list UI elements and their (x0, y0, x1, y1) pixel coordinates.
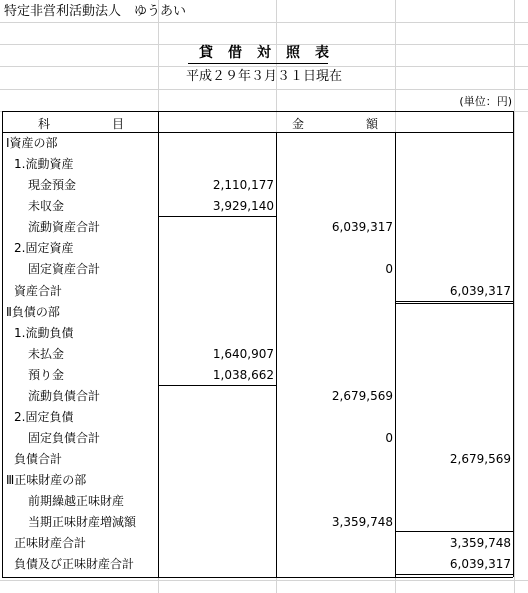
amount-total: 6,039,317 (449, 557, 511, 571)
amount-detail: 1,038,662 (212, 368, 274, 382)
as-of-date: 平成２９年３月３１日現在 (185, 69, 342, 84)
row-label: 当期正味財産増減額 (28, 515, 137, 529)
header-subject-left: 科 (38, 117, 51, 131)
row-label: Ⅲ正味財産の部 (6, 473, 87, 487)
amount-total: 6,039,317 (449, 284, 511, 298)
total-rule (395, 303, 513, 304)
header-amount-right: 額 (366, 117, 379, 131)
row-label: Ⅱ負債の部 (6, 305, 60, 319)
row-label: 2.固定資産 (14, 241, 74, 255)
amount-detail: 1,640,907 (212, 347, 274, 361)
document-title: 貸借対照表 (199, 45, 344, 61)
header-amount-left: 金 (292, 117, 305, 131)
row-label: 預り金 (28, 368, 65, 382)
organization-name: 特定非営利活動法人 ゆうあい (4, 4, 187, 19)
subtotal-rule (158, 216, 276, 217)
row-label: 固定負債合計 (28, 431, 101, 445)
amount-subtotal: 2,679,569 (331, 389, 393, 403)
amount-subtotal: 0 (385, 431, 393, 445)
row-label: 未払金 (28, 347, 65, 361)
total-rule (395, 301, 513, 302)
amount-subtotal: 6,039,317 (331, 220, 393, 234)
row-label: 正味財産合計 (14, 536, 87, 550)
row-label: 2.固定負債 (14, 410, 74, 424)
row-label: 流動資産合計 (28, 220, 101, 234)
row-label: 固定資産合計 (28, 262, 101, 276)
amount-total: 2,679,569 (449, 452, 511, 466)
row-label: 1.流動資産 (14, 157, 74, 171)
row-label: 1.流動負債 (14, 326, 74, 340)
total-rule (395, 531, 513, 532)
amount-subtotal: 3,359,748 (331, 515, 393, 529)
row-label: 現金預金 (28, 178, 77, 192)
row-label: 負債合計 (14, 452, 63, 466)
subtotal-rule (158, 385, 276, 386)
row-label: 資産合計 (14, 284, 63, 298)
row-label: 流動負債合計 (28, 389, 101, 403)
amount-detail: 3,929,140 (212, 199, 274, 213)
row-label: 前期繰越正味財産 (28, 494, 125, 508)
amount-detail: 2,110,177 (212, 178, 274, 192)
row-label: 未収金 (28, 199, 65, 213)
amount-total: 3,359,748 (449, 536, 511, 550)
title-underline (188, 63, 328, 64)
unit-note: (単位：円) (459, 95, 512, 108)
total-rule (395, 574, 513, 575)
amount-subtotal: 0 (385, 262, 393, 276)
header-subject-right: 目 (112, 117, 125, 131)
row-label: 負債及び正味財産合計 (14, 557, 135, 571)
row-label: Ⅰ資産の部 (6, 136, 58, 150)
